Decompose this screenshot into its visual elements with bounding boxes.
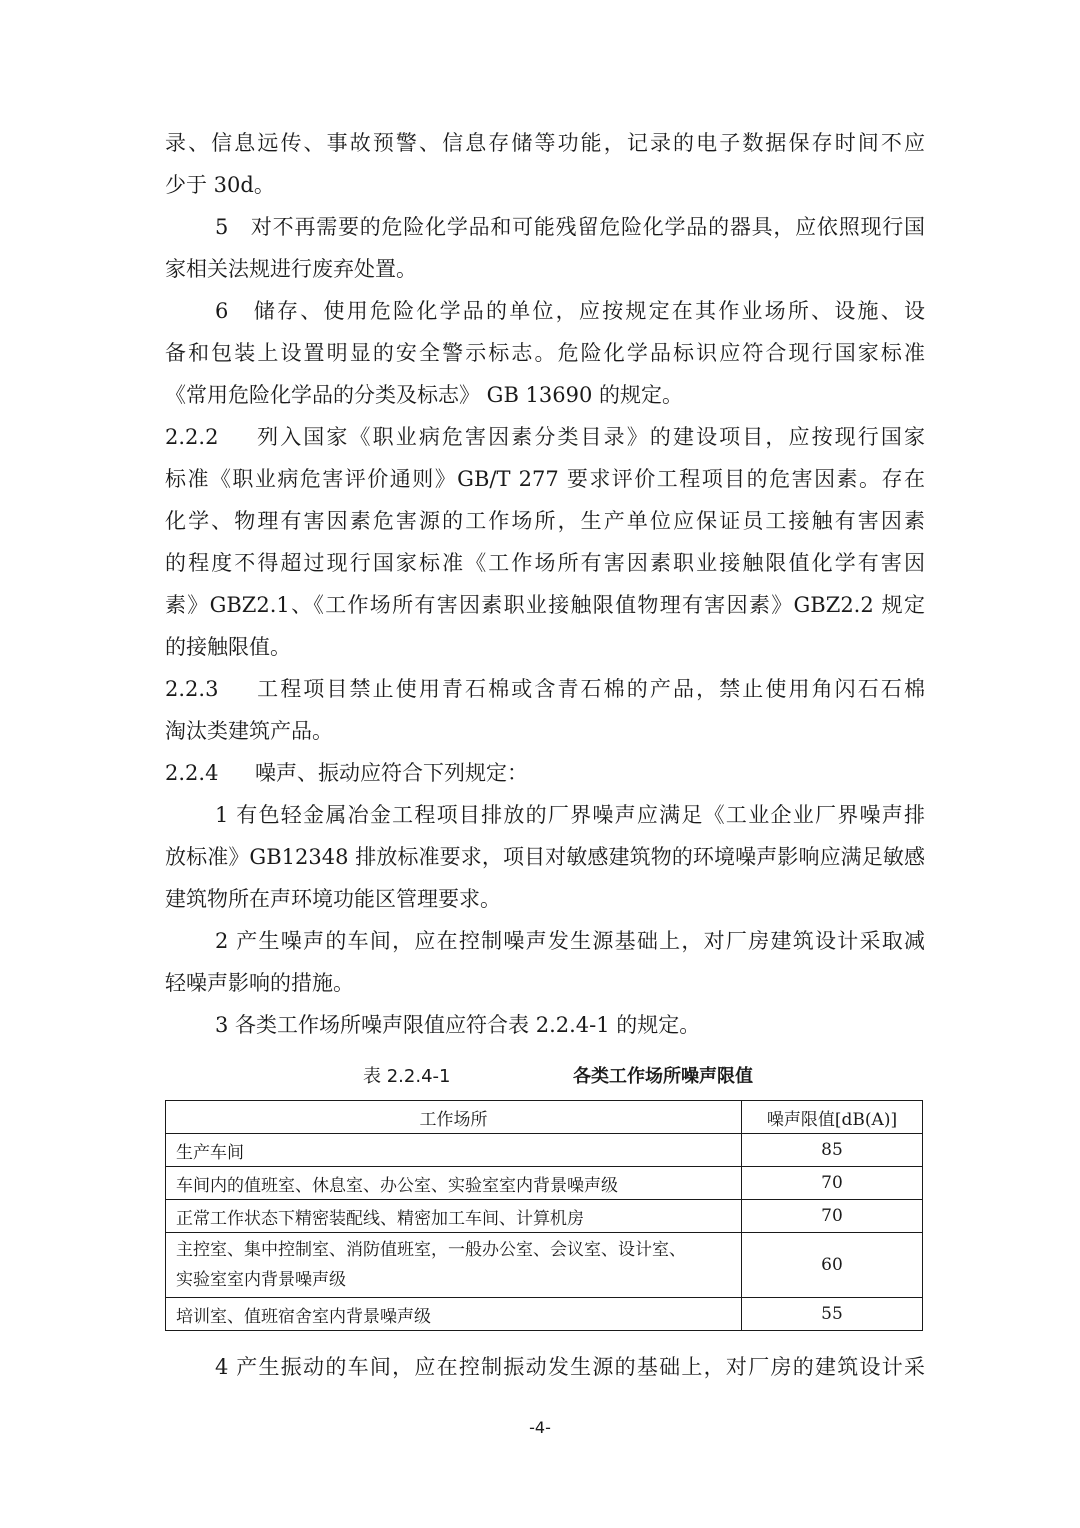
- body-line: 6 储存、使用危险化学品的单位，应按规定在其作业场所、设施、设: [215, 299, 925, 323]
- cell-limit: 70: [742, 1200, 923, 1233]
- table-row: [166, 1134, 923, 1167]
- header-noise-limit: 噪声限值[dB(A)]: [742, 1101, 923, 1134]
- table-row: [166, 1167, 923, 1200]
- cell-place: [166, 1233, 742, 1298]
- page-number: -4-: [529, 1418, 551, 1437]
- cell-place-line: 主控室、集中控制室、消防值班室，一般办公室、会议室、设计室、: [176, 1240, 686, 1260]
- table-caption-title: 各类工作场所噪声限值: [573, 1066, 753, 1087]
- cell-limit: 70: [742, 1167, 923, 1200]
- clause-number: 2.2.4: [165, 761, 219, 785]
- body-line: 1 有色轻金属冶金工程项目排放的厂界噪声应满足《工业企业厂界噪声排: [215, 803, 925, 827]
- table-caption: [165, 1062, 925, 1092]
- body-line: 的接触限值。: [165, 635, 291, 659]
- after-table-text: [165, 1346, 925, 1388]
- body-line: 3 各类工作场所噪声限值应符合表 2.2.4-1 的规定。: [215, 1013, 701, 1037]
- noise-limit-table: [165, 1100, 923, 1331]
- cell-place: 培训室、值班宿舍室内背景噪声级: [166, 1298, 742, 1331]
- clause-number: 2.2.3: [165, 677, 219, 701]
- clause-line: [165, 752, 925, 794]
- body-line: 的程度不得超过现行国家标准《工作场所有害因素职业接触限值化学有害因: [165, 551, 925, 575]
- table-row: [166, 1298, 923, 1331]
- body-line: 录、信息远传、事故预警、信息存储等功能，记录的电子数据保存时间不应: [165, 131, 925, 155]
- table-header-row: [166, 1101, 923, 1134]
- cell-place: 正常工作状态下精密装配线、精密加工车间、计算机房: [166, 1200, 742, 1233]
- body-line: 建筑物所在声环境功能区管理要求。: [165, 887, 501, 911]
- cell-place-line: 实验室室内背景噪声级: [176, 1270, 346, 1290]
- body-line: 标准《职业病危害评价通则》GB/T 277 要求评价工程项目的危害因素。存在: [165, 467, 925, 491]
- clause-text: 列入国家《职业病危害因素分类目录》的建设项目，应按现行国家: [255, 425, 925, 449]
- cell-limit: 60: [742, 1233, 923, 1298]
- table-row: [166, 1233, 923, 1298]
- clause-line: [165, 668, 925, 710]
- body-line: 放标准》GB12348 排放标准要求，项目对敏感建筑物的环境噪声影响应满足敏感: [165, 845, 925, 869]
- body-line: 2 产生噪声的车间，应在控制噪声发生源基础上，对厂房建筑设计采取减: [215, 929, 925, 953]
- body-line: 轻噪声影响的措施。: [165, 971, 354, 995]
- table-row: [166, 1200, 923, 1233]
- body-line: 备和包装上设置明显的安全警示标志。危险化学品标识应符合现行国家标准: [165, 341, 925, 365]
- body-line: 家相关法规进行废弃处置。: [165, 257, 417, 281]
- cell-place: 车间内的值班室、休息室、办公室、实验室室内背景噪声级: [166, 1167, 742, 1200]
- clause-line: [165, 416, 925, 458]
- body-line: 少于 30d。: [165, 173, 275, 197]
- document-page: [165, 122, 925, 1379]
- body-line: 4 产生振动的车间，应在控制振动发生源的基础上，对厂房的建筑设计采: [215, 1355, 925, 1379]
- cell-limit: 85: [742, 1134, 923, 1167]
- clause-text: 工程项目禁止使用青石棉或含青石棉的产品，禁止使用角闪石石棉: [255, 677, 925, 701]
- body-line: 化学、物理有害因素危害源的工作场所，生产单位应保证员工接触有害因素: [165, 509, 925, 533]
- body-line: 《常用危险化学品的分类及标志》 GB 13690 的规定。: [165, 383, 684, 407]
- table-caption-number: 表 2.2.4-1: [363, 1066, 451, 1087]
- clause-text: 噪声、振动应符合下列规定：: [255, 761, 528, 785]
- cell-place: 生产车间: [166, 1134, 742, 1167]
- clause-number: 2.2.2: [165, 425, 219, 449]
- header-workplace: 工作场所: [166, 1101, 742, 1134]
- body-line: 淘汰类建筑产品。: [165, 719, 333, 743]
- body-line: 5 对不再需要的危险化学品和可能残留危险化学品的器具，应依照现行国: [215, 215, 925, 239]
- cell-limit: 55: [742, 1298, 923, 1331]
- body-line: 素》GBZ2.1、《工作场所有害因素职业接触限值物理有害因素》GBZ2.2 规定: [165, 593, 925, 617]
